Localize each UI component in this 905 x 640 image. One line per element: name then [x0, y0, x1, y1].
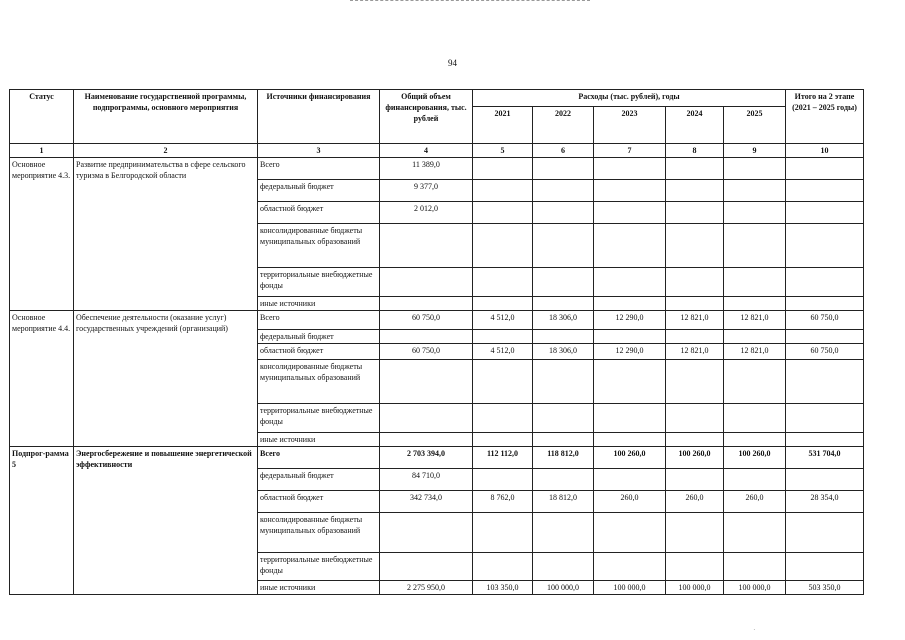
source-cell: иные источники	[258, 433, 380, 447]
year-value-cell	[594, 224, 666, 268]
year-value-cell: 12 821,0	[666, 311, 724, 330]
status-cell: Основное мероприятие 4.4.	[10, 311, 74, 447]
header-year: 2024	[666, 107, 724, 144]
year-value-cell	[666, 404, 724, 433]
column-number: 10	[786, 144, 864, 158]
year-value-cell	[666, 158, 724, 180]
source-cell: территориальные внебюджетные фонды	[258, 404, 380, 433]
year-value-cell	[666, 433, 724, 447]
year-value-cell	[724, 202, 786, 224]
year-value-cell	[724, 469, 786, 491]
year-value-cell	[594, 513, 666, 553]
column-number: 5	[473, 144, 533, 158]
year-value-cell: 103 350,0	[473, 581, 533, 595]
table-body	[10, 90, 864, 595]
year-value-cell	[473, 553, 533, 581]
header-year: 2023	[594, 107, 666, 144]
source-cell: Всего	[258, 311, 380, 330]
total-value-cell	[380, 360, 473, 404]
year-value-cell	[724, 297, 786, 311]
year-value-cell: 12 290,0	[594, 344, 666, 360]
header-status: Статус	[10, 90, 74, 144]
table-row	[10, 447, 864, 469]
column-number: 2	[74, 144, 258, 158]
total-value-cell: 2 275 950,0	[380, 581, 473, 595]
year-value-cell	[594, 330, 666, 344]
year-value-cell	[724, 404, 786, 433]
total-value-cell: 2 012,0	[380, 202, 473, 224]
header-year: 2025	[724, 107, 786, 144]
year-value-cell	[533, 158, 594, 180]
year-value-cell	[533, 180, 594, 202]
year-value-cell	[473, 360, 533, 404]
stage-total-cell: 503 350,0	[786, 581, 864, 595]
column-number: 4	[380, 144, 473, 158]
total-value-cell	[380, 513, 473, 553]
year-value-cell	[724, 513, 786, 553]
year-value-cell: 12 821,0	[724, 344, 786, 360]
stage-total-cell	[786, 224, 864, 268]
year-value-cell: 260,0	[594, 491, 666, 513]
source-cell: иные источники	[258, 297, 380, 311]
year-value-cell	[594, 180, 666, 202]
header-expenses: Расходы (тыс. рублей), годы	[473, 90, 786, 107]
year-value-cell	[473, 224, 533, 268]
year-value-cell: 100 260,0	[594, 447, 666, 469]
source-cell: областной бюджет	[258, 202, 380, 224]
year-value-cell	[594, 404, 666, 433]
stage-total-cell	[786, 469, 864, 491]
year-value-cell	[473, 202, 533, 224]
year-value-cell	[473, 158, 533, 180]
year-value-cell	[473, 469, 533, 491]
stage-total-cell: 60 750,0	[786, 344, 864, 360]
total-value-cell: 60 750,0	[380, 344, 473, 360]
year-value-cell	[594, 202, 666, 224]
stage-total-cell	[786, 513, 864, 553]
year-value-cell: 112 112,0	[473, 447, 533, 469]
total-value-cell: 84 710,0	[380, 469, 473, 491]
total-value-cell: 11 389,0	[380, 158, 473, 180]
total-value-cell	[380, 224, 473, 268]
page-number: 94	[448, 58, 457, 68]
year-value-cell	[594, 268, 666, 297]
financing-table	[9, 89, 864, 595]
year-value-cell: 12 821,0	[724, 311, 786, 330]
source-cell: федеральный бюджет	[258, 330, 380, 344]
year-value-cell: 18 306,0	[533, 344, 594, 360]
year-value-cell	[533, 202, 594, 224]
year-value-cell	[533, 433, 594, 447]
year-value-cell	[594, 433, 666, 447]
year-value-cell	[666, 553, 724, 581]
stage-total-cell	[786, 360, 864, 404]
year-value-cell: 4 512,0	[473, 344, 533, 360]
stage-total-cell: 28 354,0	[786, 491, 864, 513]
source-cell: консолидированные бюджеты муниципальных образований	[258, 360, 380, 404]
year-value-cell	[666, 513, 724, 553]
year-value-cell: 18 306,0	[533, 311, 594, 330]
year-value-cell: 100 260,0	[666, 447, 724, 469]
source-cell: областной бюджет	[258, 344, 380, 360]
source-cell: территориальные внебюджетные фонды	[258, 268, 380, 297]
header-sources: Источники финансирования	[258, 90, 380, 144]
year-value-cell	[594, 360, 666, 404]
year-value-cell	[533, 404, 594, 433]
year-value-cell: 12 290,0	[594, 311, 666, 330]
year-value-cell	[533, 224, 594, 268]
year-value-cell	[666, 297, 724, 311]
year-value-cell	[473, 433, 533, 447]
source-cell: федеральный бюджет	[258, 469, 380, 491]
column-number: 3	[258, 144, 380, 158]
header-total: Общий объем финансирования, тыс. рублей	[380, 90, 473, 144]
year-value-cell	[533, 553, 594, 581]
year-value-cell	[533, 330, 594, 344]
total-value-cell: 2 703 394,0	[380, 447, 473, 469]
source-cell: территориальные внебюджетные фонды	[258, 553, 380, 581]
year-value-cell	[473, 268, 533, 297]
name-cell: Энергосбережение и повышение энергетической эффективности	[74, 447, 258, 595]
stage-total-cell	[786, 297, 864, 311]
year-value-cell	[473, 330, 533, 344]
year-value-cell	[473, 297, 533, 311]
status-cell: Основное мероприятие 4.3.	[10, 158, 74, 311]
stage-total-cell	[786, 268, 864, 297]
stage-total-cell	[786, 158, 864, 180]
year-value-cell	[594, 469, 666, 491]
stage-total-cell: 60 750,0	[786, 311, 864, 330]
year-value-cell	[533, 513, 594, 553]
total-value-cell	[380, 330, 473, 344]
year-value-cell: 100 000,0	[533, 581, 594, 595]
status-cell: Подпрог-рамма 5	[10, 447, 74, 595]
total-value-cell	[380, 553, 473, 581]
stage-total-cell	[786, 330, 864, 344]
total-value-cell	[380, 433, 473, 447]
year-value-cell	[533, 268, 594, 297]
year-value-cell: 8 762,0	[473, 491, 533, 513]
year-value-cell: 100 260,0	[724, 447, 786, 469]
year-value-cell: 12 821,0	[666, 344, 724, 360]
year-value-cell	[666, 202, 724, 224]
year-value-cell: 100 000,0	[666, 581, 724, 595]
year-value-cell: 4 512,0	[473, 311, 533, 330]
header-name: Наименование государственной программы, подпрограммы, основного мероприятия	[74, 90, 258, 144]
year-value-cell	[594, 553, 666, 581]
year-value-cell: 260,0	[666, 491, 724, 513]
year-value-cell	[724, 158, 786, 180]
header-stage-total: Итого на 2 этапе (2021 – 2025 годы)	[786, 90, 864, 144]
source-cell: Всего	[258, 158, 380, 180]
year-value-cell	[724, 433, 786, 447]
column-number: 1	[10, 144, 74, 158]
total-value-cell: 9 377,0	[380, 180, 473, 202]
year-value-cell	[594, 158, 666, 180]
column-number: 9	[724, 144, 786, 158]
year-value-cell	[473, 404, 533, 433]
source-cell: иные источники	[258, 581, 380, 595]
year-value-cell	[666, 469, 724, 491]
year-value-cell	[666, 180, 724, 202]
source-cell: Всего	[258, 447, 380, 469]
year-value-cell	[724, 360, 786, 404]
year-value-cell	[666, 224, 724, 268]
year-value-cell: 118 812,0	[533, 447, 594, 469]
name-cell: Развитие предпринимательства в сфере сельского туризма в Белгородской области	[74, 158, 258, 311]
stage-total-cell	[786, 180, 864, 202]
year-value-cell	[724, 268, 786, 297]
source-cell: областной бюджет	[258, 491, 380, 513]
header-year: 2021	[473, 107, 533, 144]
stage-total-cell	[786, 404, 864, 433]
year-value-cell	[666, 268, 724, 297]
year-value-cell	[724, 180, 786, 202]
year-value-cell	[473, 180, 533, 202]
scan-edge-mark	[350, 0, 590, 3]
stage-total-cell	[786, 553, 864, 581]
year-value-cell	[533, 469, 594, 491]
year-value-cell	[666, 330, 724, 344]
total-value-cell: 342 734,0	[380, 491, 473, 513]
total-value-cell: 60 750,0	[380, 311, 473, 330]
year-value-cell: 100 000,0	[594, 581, 666, 595]
year-value-cell	[533, 297, 594, 311]
source-cell: консолидированные бюджеты муниципальных образований	[258, 513, 380, 553]
column-number: 6	[533, 144, 594, 158]
table-row	[10, 311, 864, 330]
column-number: 7	[594, 144, 666, 158]
table-row	[10, 158, 864, 180]
year-value-cell	[666, 360, 724, 404]
total-value-cell	[380, 297, 473, 311]
total-value-cell	[380, 404, 473, 433]
year-value-cell	[594, 297, 666, 311]
scan-speck: .	[753, 626, 755, 632]
source-cell: федеральный бюджет	[258, 180, 380, 202]
source-cell: консолидированные бюджеты муниципальных образований	[258, 224, 380, 268]
name-cell: Обеспечение деятельности (оказание услуг) государственных учреждений (организаций)	[74, 311, 258, 447]
total-value-cell	[380, 268, 473, 297]
year-value-cell: 18 812,0	[533, 491, 594, 513]
year-value-cell	[724, 553, 786, 581]
year-value-cell	[724, 330, 786, 344]
header-year: 2022	[533, 107, 594, 144]
year-value-cell	[533, 360, 594, 404]
year-value-cell	[473, 513, 533, 553]
year-value-cell: 260,0	[724, 491, 786, 513]
year-value-cell	[724, 224, 786, 268]
column-number: 8	[666, 144, 724, 158]
stage-total-cell	[786, 433, 864, 447]
stage-total-cell: 531 704,0	[786, 447, 864, 469]
year-value-cell: 100 000,0	[724, 581, 786, 595]
stage-total-cell	[786, 202, 864, 224]
